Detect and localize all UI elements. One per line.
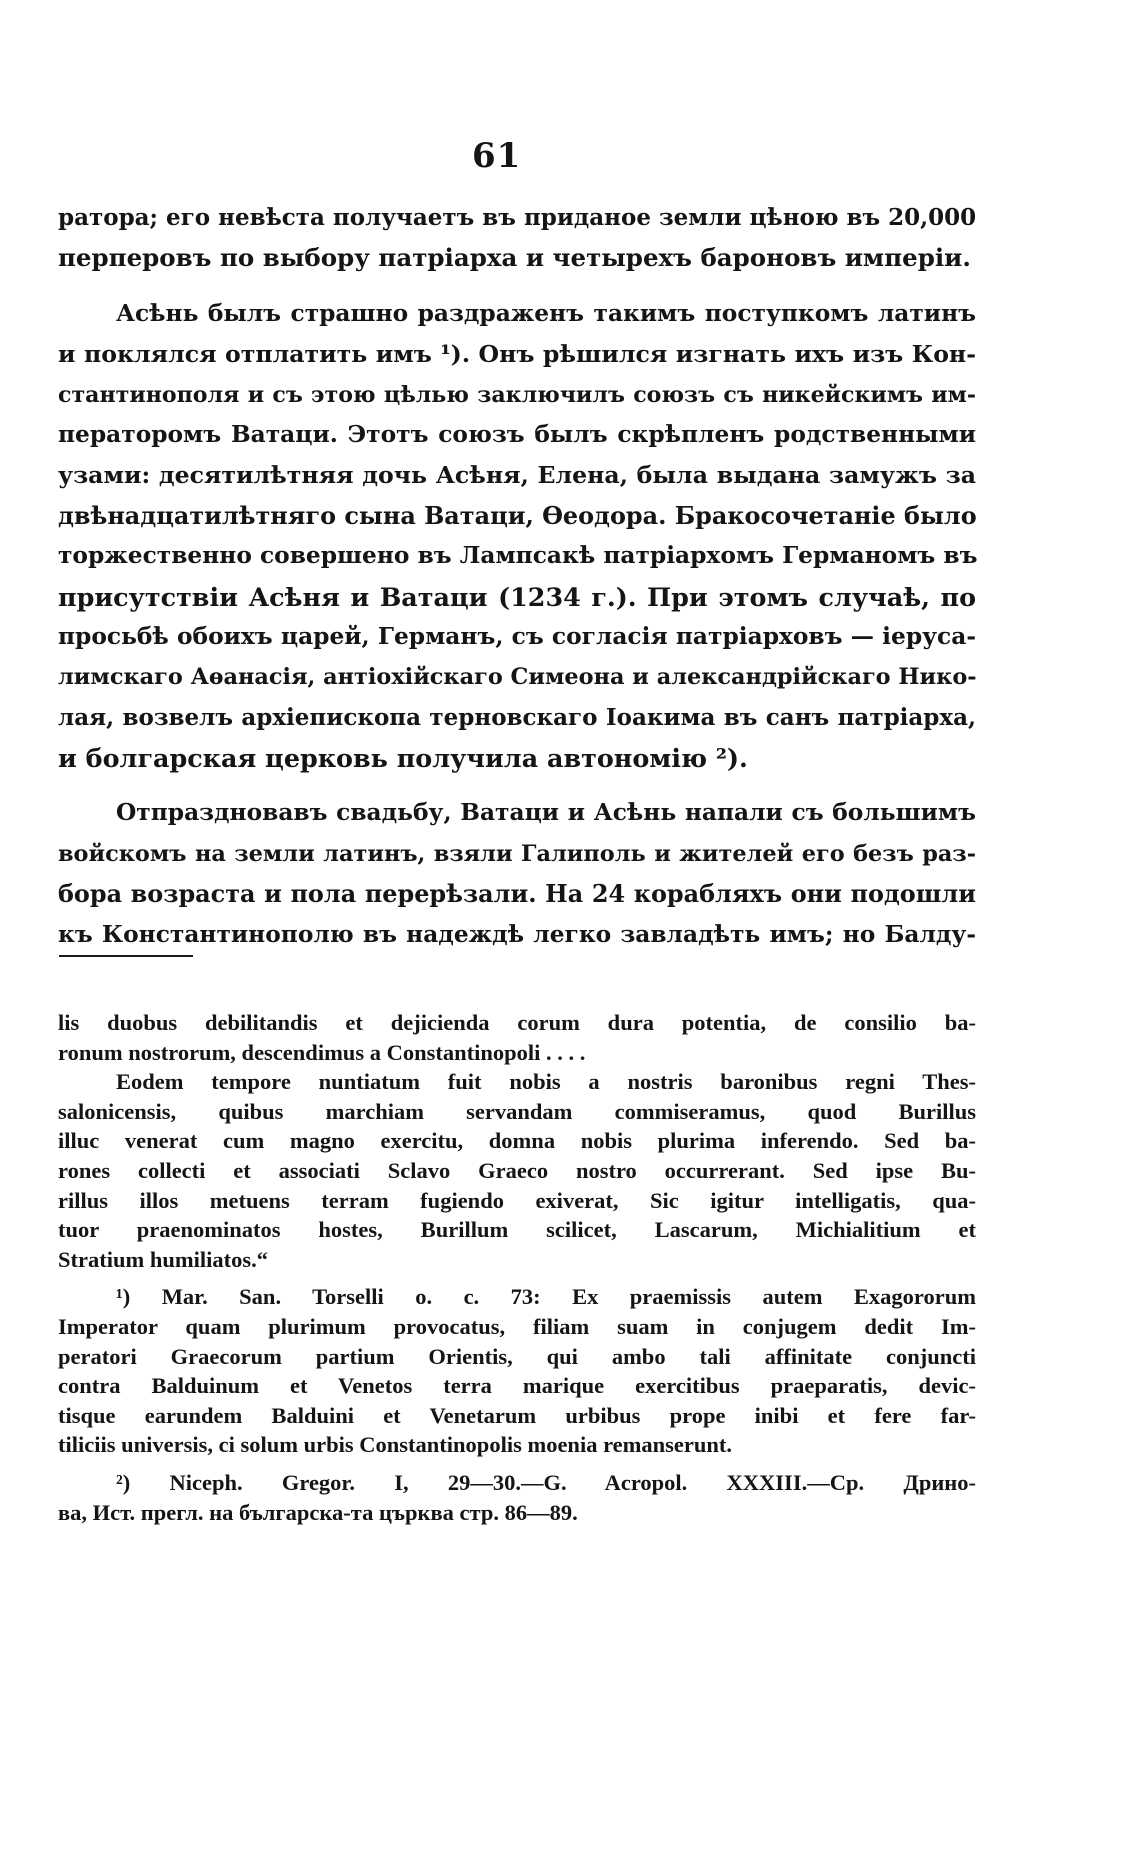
footnote-line: rones collecti et associati Sclavo Graeco nostro occurrerant. Sed ipse Bu- (58, 1157, 976, 1183)
main-text (58, 198, 976, 955)
footnotes (58, 1008, 976, 1527)
footnote-line: ²) Niceph. Gregor. I, 29—30.—G. Acropol. XXXIII.—Ср. Дрино- (116, 1469, 976, 1495)
text-line: войскомъ на земли латинъ, взяли Галиполь и жителей его безъ раз- (58, 840, 976, 867)
paragraph (58, 294, 976, 779)
text-line: перперовъ по выбору патріарха и четырехъ бароновъ имперіи. (58, 243, 971, 273)
text-line: и поклялся отплатить имъ ¹). Онъ рѣшился изгнать ихъ изъ Кон- (58, 340, 976, 369)
footnote-2 (58, 1468, 976, 1527)
text-line: присутствіи Асѣня и Ватаци (1234 г.). При этомъ случаѣ, по (58, 581, 976, 612)
footnote-line: contra Balduinum et Venetos terra marique exercitibus praeparatis, devic- (58, 1373, 976, 1399)
page-number: 61 (472, 136, 522, 176)
paragraph (58, 793, 976, 955)
text-line: лая, возвелъ архіепископа терновскаго Іоакима въ санъ патріарха, (58, 703, 976, 731)
text-line: къ Константинополю въ надеждѣ легко завладѣть имъ; но Балду- (58, 920, 976, 948)
footnote-line: ¹) Mar. San. Torselli o. c. 73: Ex praemissis autem Exagororum (116, 1284, 976, 1310)
footnote-line: tisque earundem Balduini et Venetarum urbibus prope inibi et fere far- (58, 1402, 976, 1428)
paragraph (58, 198, 976, 279)
footnote-line: Eodem tempore nuntiatum fuit nobis a nostris baronibus regni Thes- (116, 1069, 976, 1095)
text-line: и болгарская церковь получила автономію ²). (58, 743, 748, 774)
text-line: просьбѣ обоихъ царей, Германъ, съ согласія патріарховъ — іеруса- (58, 622, 976, 650)
footnote-line: Stratium humiliatos.“ (58, 1246, 269, 1272)
text-line: ратора; его невѣста получаетъ въ приданое земли цѣною въ 20,000 (58, 204, 977, 231)
footnote-line: tiliciis universis, ci solum urbis Constantinopolis moenia remanserunt. (58, 1432, 733, 1458)
text-line: торжественно совершено въ Лампсакѣ патріархомъ Германомъ въ (58, 542, 978, 570)
text-line: бора возраста и пола перерѣзали. На 24 корабляхъ они подошли (58, 880, 976, 909)
text-line: двѣнадцатилѣтняго сына Ватаци, Өеодора. Бракосочетаніе было (58, 501, 977, 530)
footnote-separator (59, 955, 193, 957)
footnote-line: ronum nostrorum, descendimus a Constantinopoli . . . . (58, 1039, 586, 1065)
footnote-continuation (58, 1008, 976, 1274)
footnote-line: Imperator quam plurimum provocatus, filiam suam in conjugem dedit Im- (58, 1313, 976, 1339)
text-line: узами: десятилѣтняя дочь Асѣня, Елена, была выдана замужъ за (58, 461, 976, 490)
text-line: Асѣнь былъ страшно раздраженъ такимъ поступкомъ латинъ (116, 299, 976, 327)
footnote-line: salonicensis, quibus marchiam servandam commiseramus, quod Burillus (58, 1098, 976, 1124)
footnote-line: peratori Graecorum partium Orientis, qui ambo tali affinitate conjuncti (58, 1343, 976, 1369)
footnote-line: rillus illos metuens terram fugiendo exiverat, Sic igitur intelligatis, qua- (58, 1187, 976, 1213)
text-line: лимскаго Аѳанасія, антіохійскаго Симеона и александрійскаго Нико- (58, 664, 977, 691)
footnote-line: lis duobus debilitandis et dejicienda corum dura potentia, de consilio ba- (58, 1010, 976, 1035)
footnote-line: tuor praenominatos hostes, Burillum scilicet, Lascarum, Michialitium et (58, 1217, 976, 1243)
text-line: Отпраздновавъ свадьбу, Ватаци и Асѣнь напали съ большимъ (116, 799, 976, 827)
text-line: ператоромъ Ватаци. Этотъ союзъ былъ скрѣпленъ родственными (58, 420, 976, 448)
text-line: стантинополя и съ этою цѣлью заключилъ союзъ съ никейскимъ им- (58, 381, 976, 408)
footnote-line: illuc venerat cum magno exercitu, domna nobis plurima inferendo. Sed ba- (58, 1128, 976, 1154)
footnote-line: ва, Ист. прегл. на българска-та църква стр. 86—89. (58, 1499, 578, 1525)
footnote-1 (58, 1282, 976, 1460)
